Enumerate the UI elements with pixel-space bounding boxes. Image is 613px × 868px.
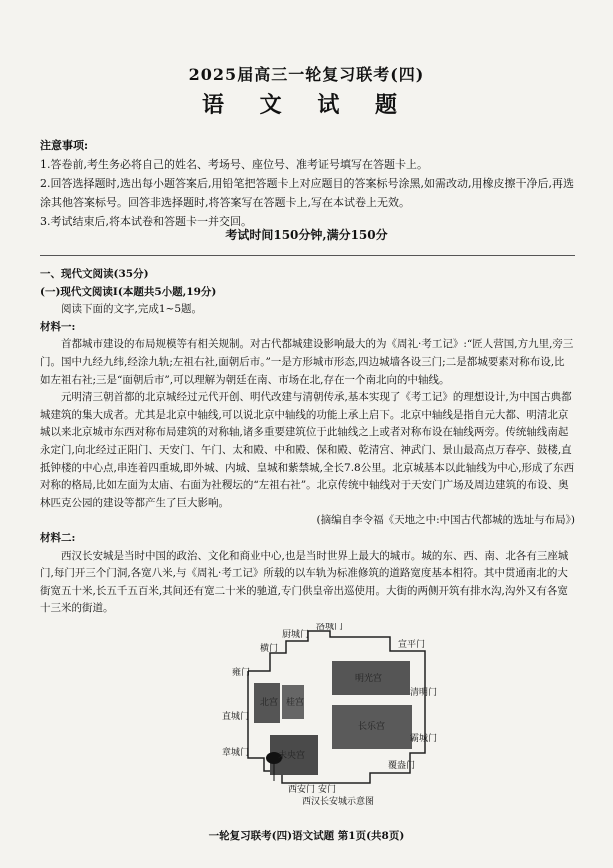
- palace-label-mingguang: 明光宫: [355, 674, 383, 684]
- changan-map: [220, 623, 450, 808]
- divider: [40, 255, 575, 256]
- instruction: 阅读下面的文字,完成1~5题。: [61, 303, 202, 316]
- subject-title: 语 文 试 题: [202, 92, 411, 118]
- gate-label: 章城门: [222, 748, 250, 758]
- notice-item-2: 2.回答选择题时,选出每小题答案后,用铅笔把答题卡上对应题目的答案标号涂黑,如需改动,用橡皮擦干净后,再选涂其他答案标号。回答非选择题时,将答案写在答题卡上,写在本试卷上无效。: [40, 177, 574, 209]
- section-subtitle: (一)现代文阅读Ⅰ(本题共5小题,19分): [40, 285, 217, 298]
- notice-item-3: 3.考试结束后,将本试卷和答题卡一并交回。: [40, 215, 252, 228]
- gate-label: 霸城门: [410, 734, 438, 744]
- gate-label: 厨城门: [282, 630, 310, 640]
- gate-label: 覆盎门: [388, 761, 416, 771]
- material1-source: (摘编自李令福《天地之中:中国古代都城的选址与布局》): [316, 514, 575, 527]
- notice-block: [40, 136, 575, 231]
- gate-label: 洛城门: [316, 623, 344, 632]
- gate-label: 直城门: [222, 712, 250, 722]
- palace-label-weiyang: 未央宫: [278, 751, 306, 761]
- gate-label: 安门: [318, 785, 337, 795]
- palace-label-north: 北宫: [260, 698, 279, 708]
- gate-label: 横门: [260, 644, 279, 654]
- palace-label-changle: 长乐宫: [358, 722, 386, 732]
- section-title: 一、现代文阅读(35分): [40, 268, 149, 280]
- gate-label: 西安门: [288, 785, 316, 795]
- gate-label: 雍门: [232, 668, 251, 678]
- gate-label: 清明门: [410, 688, 438, 698]
- material1-label: 材料一:: [40, 320, 76, 333]
- map-caption: 西汉长安城示意图: [302, 797, 375, 807]
- palace-label-gui: 桂宫: [286, 698, 305, 708]
- notice-item-1: 1.答卷前,考生务必将自己的姓名、考场号、座位号、准考证号填写在答题卡上。: [40, 158, 428, 171]
- exam-time: 考试时间150分钟,满分150分: [225, 228, 388, 242]
- material1-paragraph-1: 首都城市建设的布局规模等有相关规制。对古代都城建设影响最大的为《周礼·考工记》:“匠人营国,方九里,旁三门。国中九经九纬,经涂九轨;左祖右社,面朝后市。”一是方形城市形态,四边城墙各设三门;二是都城要素对称布设,比如左祖右社;三是“面朝后市”,可以理解为朝廷在南、市场在北,存在一个南北向的中轴线。: [40, 338, 574, 386]
- gate-label: 宣平门: [398, 640, 426, 650]
- reading-section: [40, 266, 575, 618]
- material1-paragraph-2: 元明清三朝首都的北京城经过元代开创、明代改建与清朝传承,基本实现了《考工记》的理想设计,为中国古典都城建筑的集大成者。尤其是北京中轴线,可以说北京中轴线的功能上承上启下。北京中轴线是指自元大都、明清北京城以来北京城市东西对称布局建筑的对称轴,诸多重要建筑位于此轴线之上或者对称布设在轴线两旁。传统轴线南起永定门,向北经过正阳门、天安门、午门、太和殿、中和殿、保和殿、乾清宫、神武门、景山最高点万春亭、鼓楼,直抵钟楼的中心点,串连着四重城,即外城、内城、皇城和紫禁城,全长7.8公里。北京城基本以此轴线为中心,形成了东西对称的格局,比如左面为太庙、右面为社稷坛的“左祖右社”。北京传统中轴线对于天安门广场及周边建筑的布设、奥林匹克公园的建设等都产生了巨大影响。: [40, 391, 575, 509]
- material2-label: 材料二:: [40, 531, 76, 544]
- page-footer: 一轮复习联考(四)语文试题 第1页(共8页): [208, 830, 405, 842]
- notice-heading: 注意事项:: [40, 139, 89, 152]
- exam-title: 2025届高三一轮复习联考(四): [188, 65, 425, 84]
- material2-paragraph-1: 西汉长安城是当时中国的政治、文化和商业中心,也是当时世界上最大的城市。城的东、西、南、北各有三座城门,每门开三个门洞,各宽八米,与《周礼·考工记》所载的以车轨为标准修筑的道路宽度基本相符。其中贯通南北的大街宽五十米,长五千五百米,其间还有宽二十米的驰道,专门供皇帝出巡使用。大街的两侧开筑有排水沟,沟外又有各宽十三米的街道。: [40, 549, 569, 615]
